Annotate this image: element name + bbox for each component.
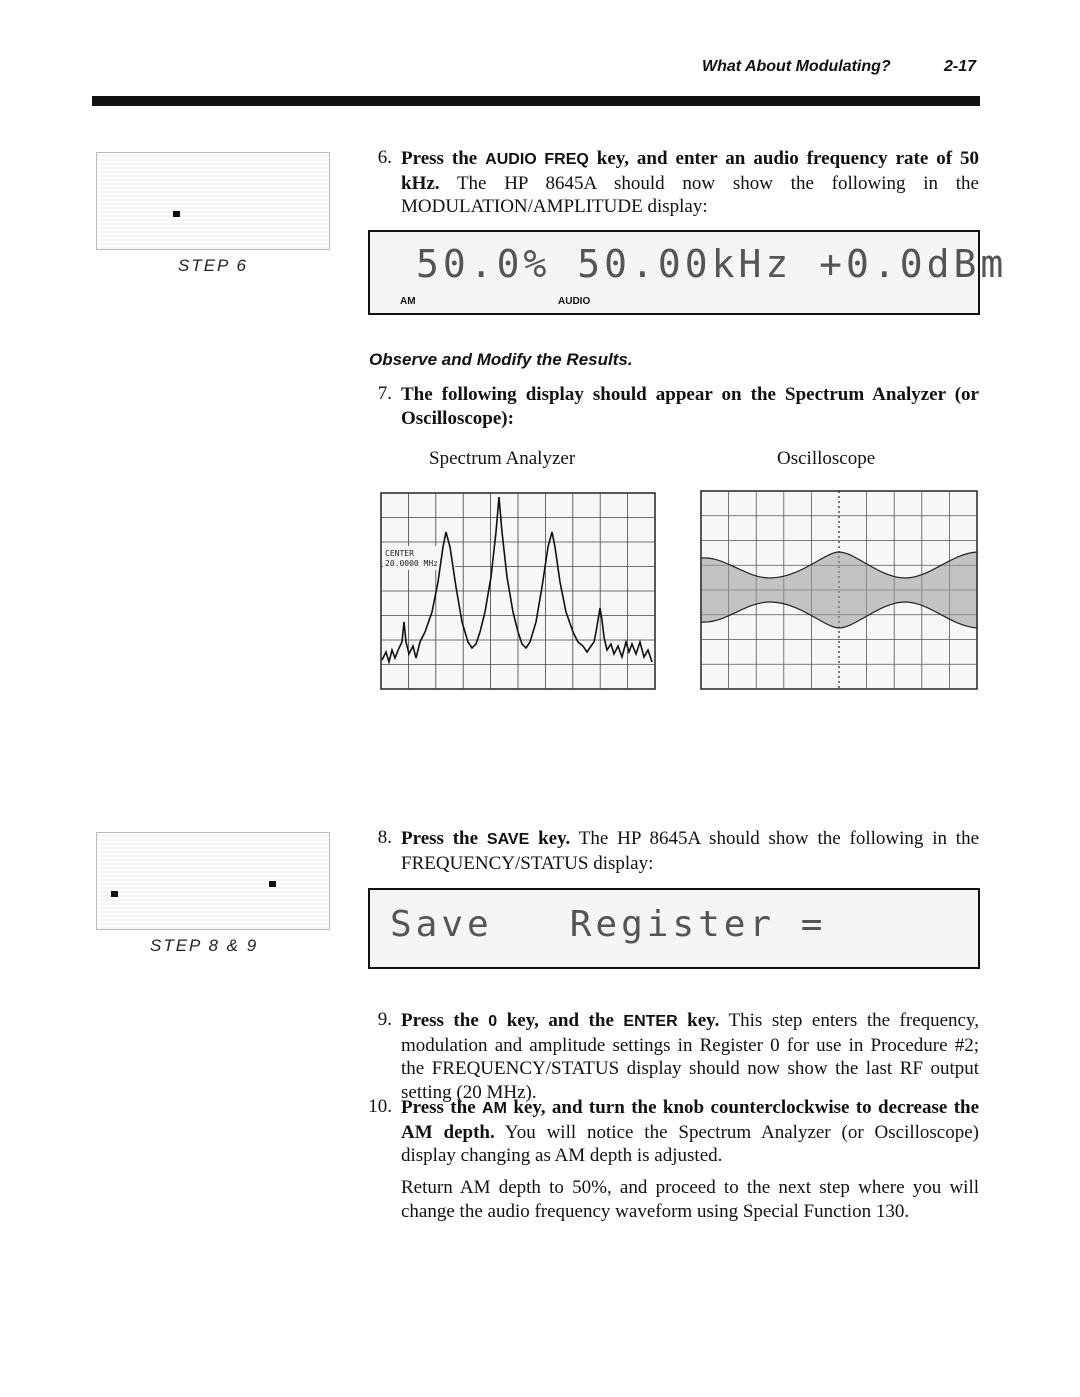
step8-text: Press the SAVE key. The HP 8645A should show the following in the FREQUENCY/STATUS display: — [401, 828, 980, 874]
running-header-title: What About Modulating? — [702, 58, 891, 75]
frequency-status-display — [368, 888, 980, 969]
annunciator-am: AM — [400, 296, 416, 307]
highlighted-key-left — [111, 891, 118, 897]
highlighted-key — [173, 211, 180, 217]
spectrum-caption: Spectrum Analyzer — [429, 448, 576, 469]
step10-text: Press the AM key, and turn the knob counterclockwise to decrease the AM depth. You will notice the Spectrum Analyzer (or Oscilloscope) display changing as AM depth is adjusted. — [401, 1097, 980, 1166]
front-panel-illustration-step6 — [96, 152, 330, 250]
step6-text: Press the AUDIO FREQ key, and enter an audio frequency rate of 50 kHz. The HP 8645A should now show the following in the MODULATION/AMPLITUDE display: — [401, 148, 979, 217]
highlighted-key-right — [269, 881, 276, 887]
am-key: AM — [482, 1100, 507, 1117]
step7-number: 7. — [377, 383, 392, 404]
modulation-amplitude-display — [368, 230, 1008, 315]
annunciator-audio: AUDIO — [558, 296, 591, 307]
step10-paragraph2: Return AM depth to 50%, and proceed to the next step where you will change the audio frequency waveform using Special Function 130. — [401, 1177, 979, 1222]
save-key: SAVE — [486, 831, 530, 848]
step10-number: 10. — [368, 1096, 392, 1117]
step9-text: Press the 0 key, and the ENTER key. This step enters the frequency, modulation and amplitude settings in Register 0 for use in Procedure #2; the FREQUENCY/STATUS display should now show the last RF output setting (20 MHz). — [401, 1010, 980, 1103]
zero-key: 0 — [488, 1013, 498, 1030]
register-readout: Save Register = — [390, 904, 827, 945]
step9-number: 9. — [377, 1009, 392, 1030]
step7-text: The following display should appear on the Spectrum Analyzer (or Oscilloscope): — [401, 384, 979, 429]
step8-label: STEP 8 & 9 — [150, 936, 259, 955]
display-readout: 50.0% 50.00kHz +0.0dBm — [416, 242, 1008, 286]
section-heading: Observe and Modify the Results. — [369, 350, 633, 369]
front-panel-illustration-step8 — [96, 832, 330, 930]
spectrum-analyzer-display — [380, 492, 656, 690]
header-rule — [92, 96, 980, 106]
step6-label: STEP 6 — [178, 256, 248, 275]
scope-caption: Oscilloscope — [777, 448, 876, 469]
center-frequency: 20.0000 MHz — [385, 559, 438, 568]
enter-key: ENTER — [623, 1013, 678, 1030]
center-label: CENTER — [385, 549, 414, 558]
step6-number: 6. — [377, 147, 392, 168]
oscilloscope-display — [700, 490, 978, 690]
audio-freq-key: AUDIO FREQ — [485, 151, 589, 168]
step8-number: 8. — [377, 827, 392, 848]
page-number: 2-17 — [944, 58, 977, 75]
